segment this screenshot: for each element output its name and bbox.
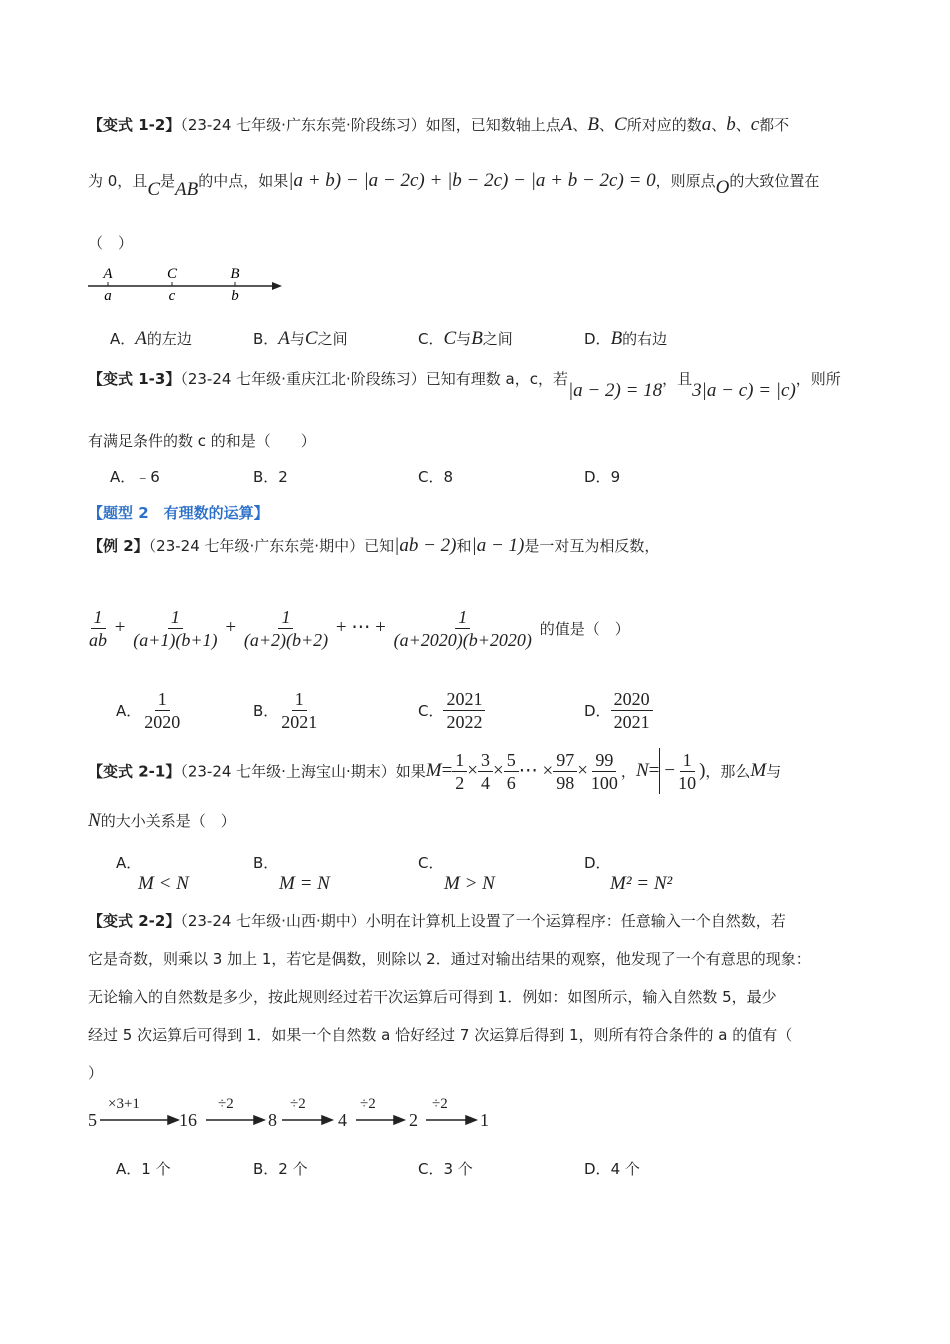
- question-text: 都不: [759, 116, 790, 134]
- chain-op-3: ÷2: [290, 1096, 306, 1112]
- option-d[interactable]: D．9: [584, 468, 621, 486]
- question-tag: 【变式 2-2】: [88, 912, 181, 930]
- sep: 、: [735, 116, 751, 134]
- arrow-right-icon: [466, 1116, 476, 1124]
- option-b[interactable]: B． M = N: [253, 854, 330, 894]
- point-label-C: C: [166, 266, 178, 282]
- v22-line1: [88, 910, 786, 931]
- chain-op-2: ÷2: [218, 1096, 234, 1112]
- fraction: $\frac{97}{98}$: [553, 749, 577, 794]
- var-O: O: [715, 177, 730, 198]
- abs-equation: |a − 2) = 18: [567, 380, 663, 401]
- option-c[interactable]: C．C与B之间: [418, 328, 513, 349]
- fraction: $\frac{1}{(a+2020)(b+2020)}$: [393, 607, 532, 650]
- fraction: $\frac{1}{2}$: [452, 749, 467, 794]
- chain-op-4: ÷2: [360, 1096, 376, 1112]
- question-text: 的大致位置在: [729, 172, 820, 190]
- arrow-right-icon: [272, 282, 282, 290]
- question-tag: 【例 2】: [88, 537, 149, 555]
- option-c[interactable]: C． M > N: [418, 854, 495, 894]
- ex2-line1: [88, 535, 659, 557]
- chain-number-8: 8: [268, 1110, 277, 1130]
- abs-expression: |a − 1): [471, 535, 525, 556]
- question-source: （23-24 七年级·广东东莞·期中）: [148, 537, 365, 555]
- v22-line3: 无论输入的自然数是多少，按此规则经过若干次运算后可得到 1．例如：如图所示，输入自然数 5，最少: [88, 988, 777, 1006]
- ex2-sum-expression: [86, 606, 630, 651]
- question-text: 的中点，如果: [198, 172, 289, 190]
- plus: +: [225, 617, 237, 638]
- question-source: （23-24 七年级·重庆江北·阶段练习）: [180, 370, 426, 388]
- var-A: A: [560, 114, 573, 135]
- v13-line2: 有满足条件的数 c 的和是（ ）: [88, 432, 316, 450]
- chain-number-5: 5: [88, 1110, 97, 1130]
- abs-equation: |a + b) − |a − 2c) + |b − 2c) − |a + b − 2c) = 0: [288, 170, 656, 191]
- question-tag: 【变式 1-3】: [88, 370, 181, 388]
- v12-line2: [88, 170, 820, 200]
- sep: 、: [711, 116, 727, 134]
- fraction: $\frac{5}{6}$: [504, 749, 519, 794]
- point-label-A: A: [103, 266, 113, 282]
- chain-number-1: 1: [480, 1110, 489, 1130]
- question-text: 如图，已知数轴上点: [425, 116, 561, 134]
- question-text: 如果: [395, 762, 426, 781]
- var-N: N: [635, 760, 649, 781]
- ellipsis: + ⋯ +: [335, 617, 386, 638]
- fraction: $\frac{1}{(a+2)(b+2)}$: [243, 607, 329, 650]
- chain-op-5: ÷2: [432, 1096, 448, 1112]
- v21-line1: 【变式 2-1】（23-24 七年级·上海宝山·期末）如果M= $\frac{1}{2}$ × $\frac{3}{4}$ × $\frac{5}{6}$ ⋯ × $\frac{97}{98}$ × $\frac{99}{100}$ ，N= − $\frac{1}{10}$ )，那么M与: [88, 749, 782, 793]
- chain-number-2: 2: [409, 1110, 418, 1130]
- var-c: c: [750, 114, 760, 135]
- operation-chain-figure: [84, 1094, 504, 1136]
- point-label-B: B: [230, 266, 240, 282]
- option-d[interactable]: D．4 个: [584, 1160, 640, 1178]
- abs-expression: |ab − 2): [394, 535, 457, 556]
- fraction: $\frac{3}{4}$: [478, 749, 493, 794]
- var-b: b: [726, 114, 736, 135]
- question-text: 小明在计算机上设置了一个运算程序：任意输入一个自然数，若: [365, 912, 786, 930]
- v12-line1: [88, 114, 789, 136]
- arrow-right-icon: [168, 1116, 178, 1124]
- point-value-a: a: [104, 288, 112, 304]
- v22-line4: 经过 5 次运算后可得到 1．如果一个自然数 a 恰好经过 7 次运算后得到 1，则所有符合条件的 a 的值有（: [88, 1026, 793, 1044]
- fraction: $\frac{1}{(a+1)(b+1)}$: [133, 607, 218, 650]
- question-text: ，且: [662, 370, 693, 388]
- abs-equation: 3|a − c) = |c): [692, 380, 796, 401]
- var-M: M: [750, 760, 767, 781]
- question-text: 已知: [364, 537, 395, 555]
- option-a[interactable]: A．﹣6: [110, 468, 160, 486]
- arrow-right-icon: [254, 1116, 264, 1124]
- option-a[interactable]: A． $\frac{1}{2020}$: [116, 689, 181, 732]
- question-tag: 【变式 2-1】: [88, 762, 181, 781]
- var-a: a: [701, 114, 712, 135]
- question-source: （23-24 七年级·上海宝山·期末）: [180, 762, 396, 781]
- question-tag: 【变式 1-2】: [88, 116, 181, 134]
- option-b[interactable]: B． $\frac{1}{2021}$: [253, 689, 318, 732]
- option-d[interactable]: D． M² = N²: [584, 854, 673, 894]
- section-title: 【题型 2 有理数的运算】: [88, 504, 269, 522]
- var-B: B: [587, 114, 599, 135]
- question-text: 所对应的数: [626, 116, 702, 134]
- question-text: 的值是（ ）: [539, 620, 630, 638]
- chain-number-4: 4: [338, 1110, 347, 1130]
- chain-op-1: ×3+1: [108, 1096, 140, 1112]
- fraction: $\frac{1}{ab}$: [89, 607, 107, 650]
- option-c[interactable]: C．3 个: [418, 1160, 473, 1178]
- question-text: ，那么: [705, 762, 751, 781]
- option-a[interactable]: A．A的左边: [110, 328, 192, 349]
- question-text: 为 0，且: [88, 172, 148, 190]
- chain-number-16: 16: [179, 1110, 197, 1130]
- question-text: ，则所: [795, 370, 841, 388]
- var-N: N: [88, 810, 101, 831]
- option-b[interactable]: B．A与C之间: [253, 328, 348, 349]
- option-b[interactable]: B．2: [253, 468, 288, 486]
- question-text: 和: [456, 537, 472, 555]
- question-text: 与: [766, 762, 782, 781]
- v21-line2: [88, 810, 236, 832]
- arrow-right-icon: [322, 1116, 332, 1124]
- option-a[interactable]: A． M < N: [116, 854, 189, 894]
- question-text: 是一对互为相反数，: [524, 537, 660, 555]
- point-value-c: c: [168, 288, 176, 304]
- question-text: ，则原点: [655, 172, 716, 190]
- var-C: C: [614, 114, 627, 135]
- point-value-b: b: [231, 288, 239, 304]
- fraction: $\frac{99}{100}$: [590, 749, 618, 793]
- v22-line5: ）: [88, 1064, 104, 1082]
- option-c[interactable]: C． $\frac{2021}{2022}$: [418, 688, 485, 733]
- fraction: $\frac{1}{10}$: [678, 749, 697, 793]
- v22-line2: 它是奇数，则乘以 3 加上 1，若它是偶数，则除以 2．通过对输出结果的观察，他发现了一个有意思的现象：: [88, 950, 811, 968]
- question-text: 已知有理数 a，c，若: [425, 370, 568, 388]
- option-c[interactable]: C．8: [418, 468, 454, 486]
- question-source: （23-24 七年级·广东东莞·阶段练习）: [180, 116, 426, 134]
- var-AB: AB: [175, 179, 199, 200]
- question-text: 的大小关系是（ ）: [100, 812, 236, 830]
- answer-paren: （ ）: [88, 234, 134, 252]
- plus: +: [114, 617, 126, 638]
- sep: 、: [572, 116, 588, 134]
- question-text: 是: [160, 172, 176, 190]
- option-d[interactable]: D．B的右边: [584, 328, 668, 349]
- var-M: M: [425, 760, 442, 781]
- option-d[interactable]: D． $\frac{2020}{2021}$: [584, 688, 653, 733]
- var-C: C: [147, 179, 160, 200]
- number-line-figure: [86, 262, 286, 306]
- v13-line1: [88, 368, 841, 401]
- question-source: （23-24 七年级·山西·期中）: [180, 912, 366, 930]
- arrow-right-icon: [394, 1116, 404, 1124]
- option-a[interactable]: A．1 个: [116, 1160, 171, 1178]
- sep: 、: [598, 116, 614, 134]
- option-b[interactable]: B．2 个: [253, 1160, 308, 1178]
